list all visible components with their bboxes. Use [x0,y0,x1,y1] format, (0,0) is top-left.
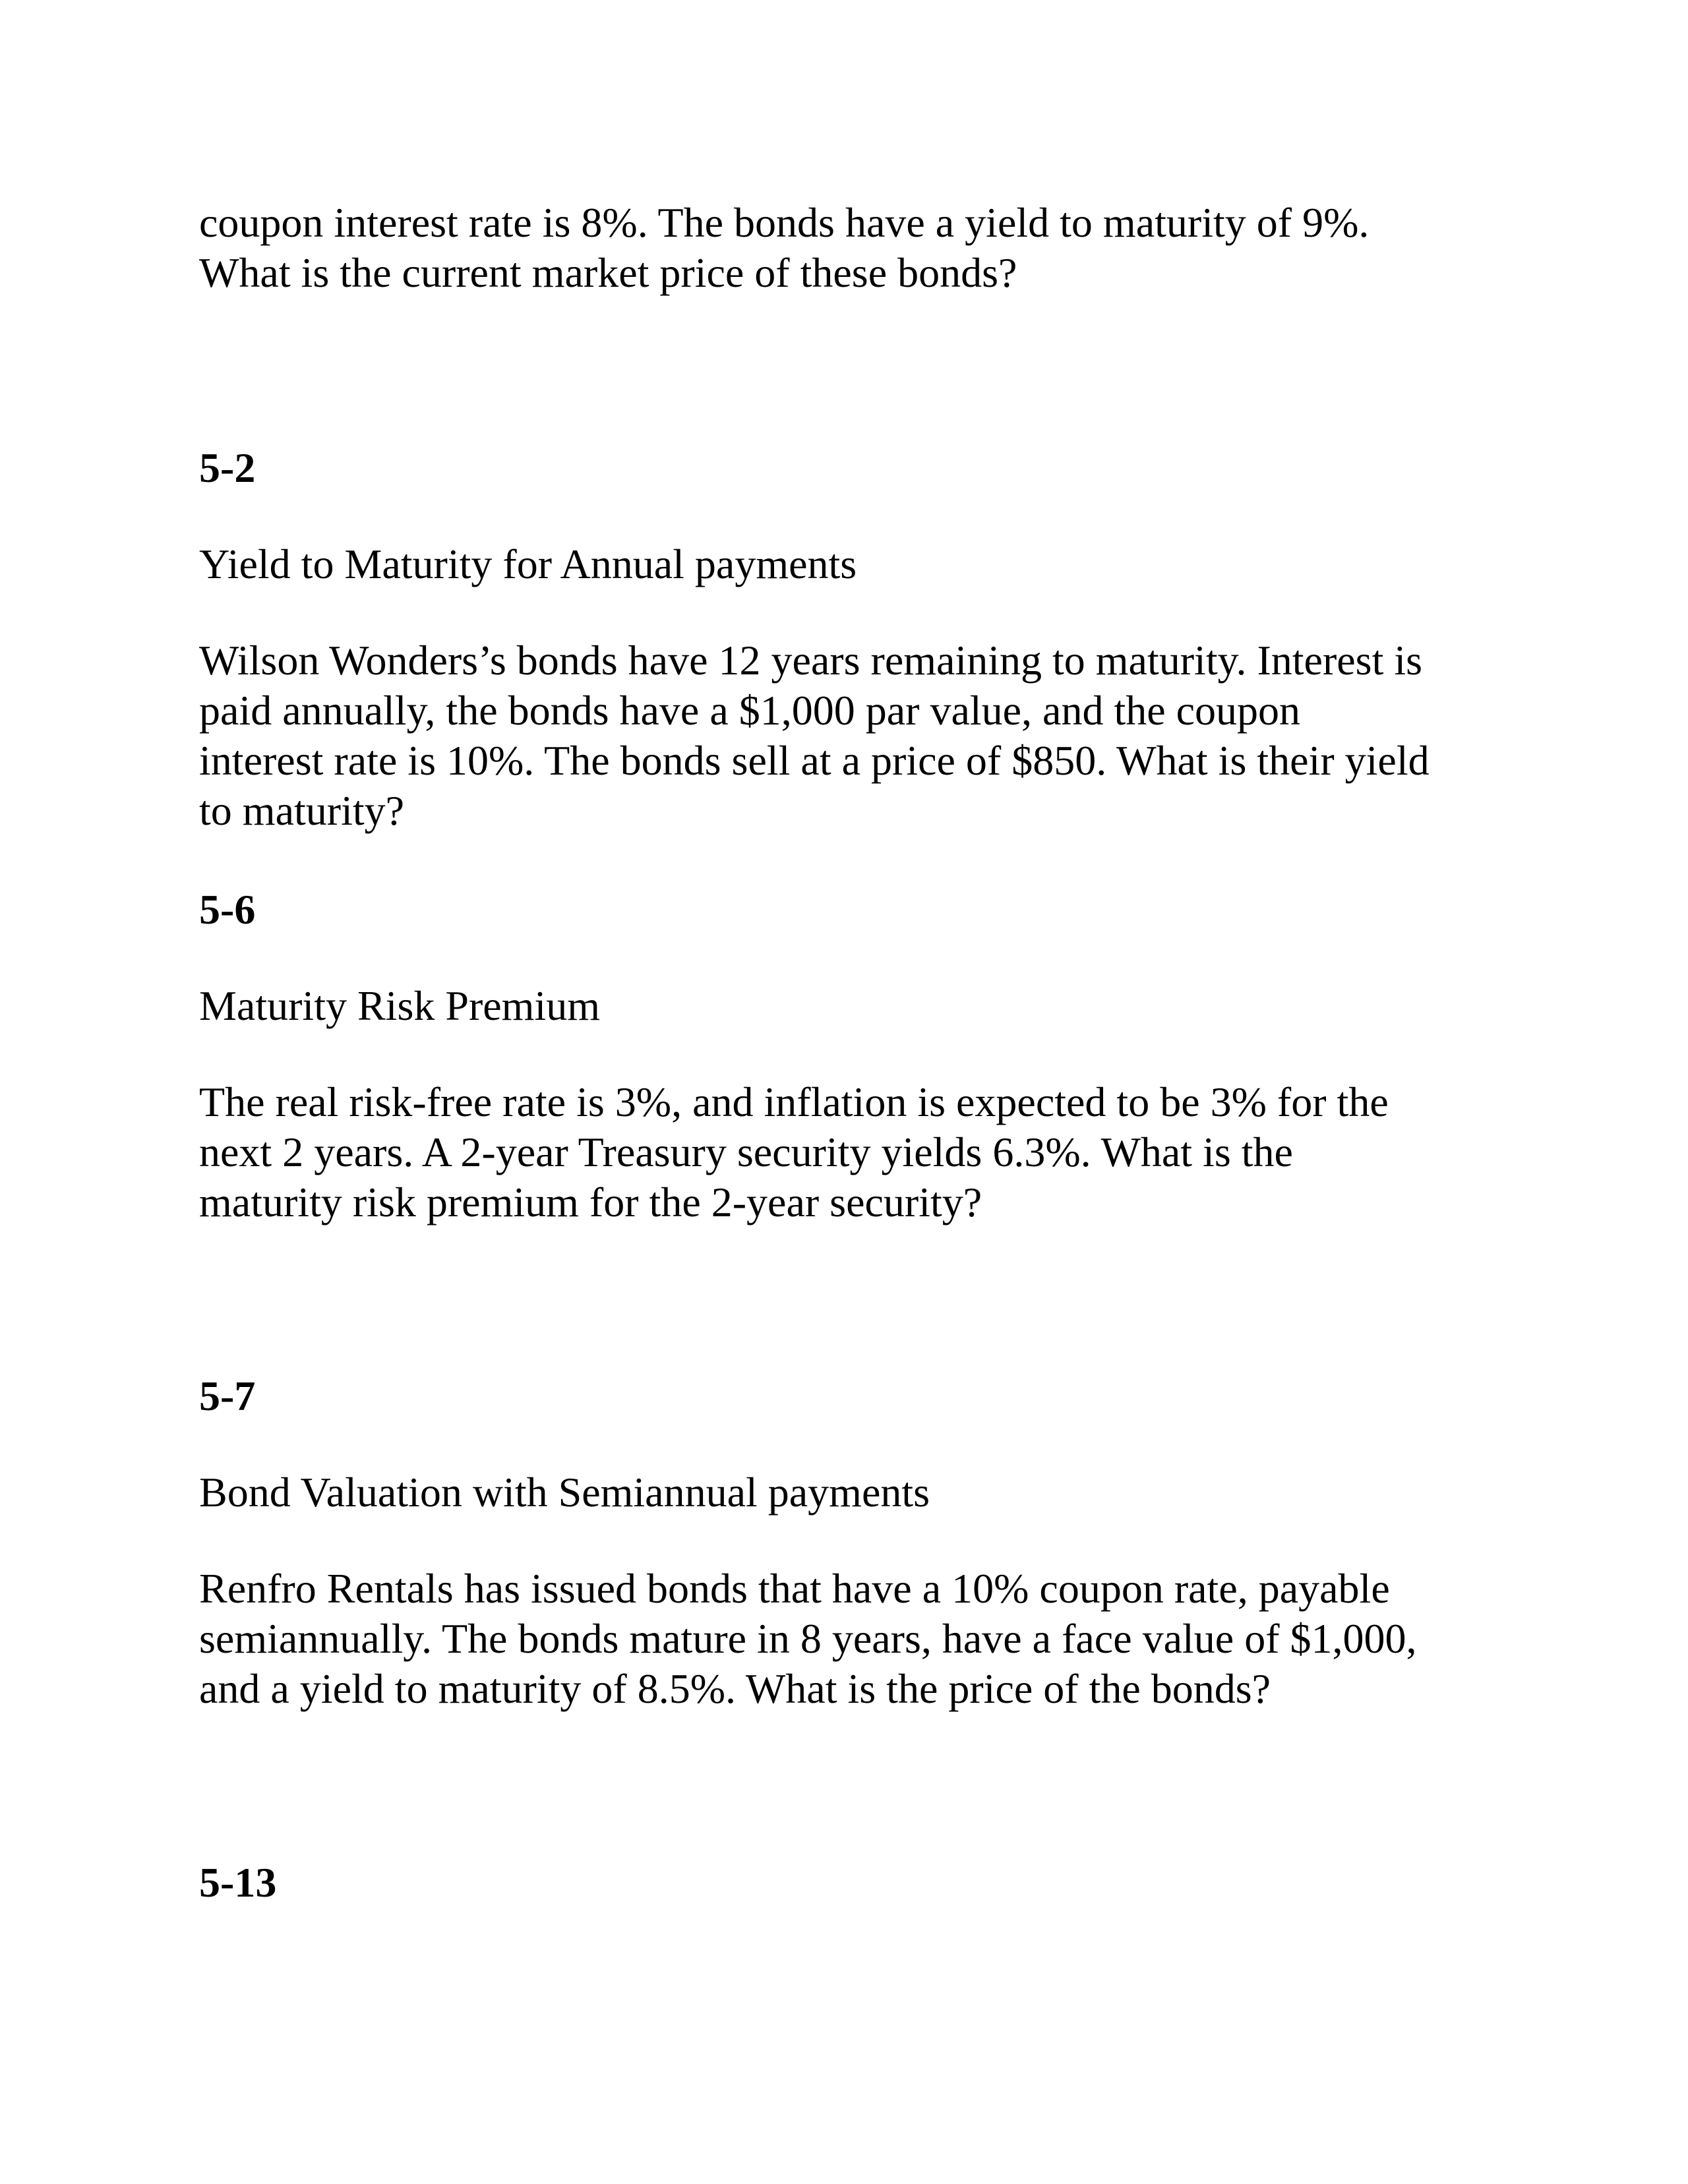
problem-number: 5-6 [199,886,256,933]
problem-body-line: Renfro Rentals has issued bonds that have a 10% coupon rate, payable [199,1565,1390,1612]
problem-body-line: interest rate is 10%. The bonds sell at a price of $850. What is their yield [199,737,1430,784]
problem-body-line: next 2 years. A 2-year Treasury security yields 6.3%. What is the [199,1129,1293,1175]
problem-number: 5-13 [199,1859,277,1906]
intro-line: coupon interest rate is 8%. The bonds have a yield to maturity of 9%. [199,199,1370,246]
problem-body-line: maturity risk premium for the 2-year security? [199,1179,982,1225]
problem-body-line: semiannually. The bonds mature in 8 years, have a face value of $1,000, [199,1615,1417,1662]
problem-number: 5-7 [199,1372,256,1419]
problem-number: 5-2 [199,444,256,491]
problem-title: Maturity Risk Premium [199,982,600,1029]
problem-body [199,1564,1518,1714]
problem-body-line: paid annually, the bonds have a $1,000 par value, and the coupon [199,687,1301,734]
intro-paragraph [199,198,1518,298]
intro-line: What is the current market price of these bonds? [199,249,1017,296]
problem-body-line: to maturity? [199,787,405,834]
problem-title: Bond Valuation with Semiannual payments [199,1469,930,1516]
problem-body-line: and a yield to maturity of 8.5%. What is the price of the bonds? [199,1665,1271,1712]
problem-body [199,1077,1518,1227]
problem-body-line: The real risk-free rate is 3%, and inflation is expected to be 3% for the [199,1078,1389,1125]
problem-body [199,635,1518,836]
problem-body-line: Wilson Wonders’s bonds have 12 years remaining to maturity. Interest is [199,637,1423,684]
problem-title: Yield to Maturity for Annual payments [199,541,857,587]
